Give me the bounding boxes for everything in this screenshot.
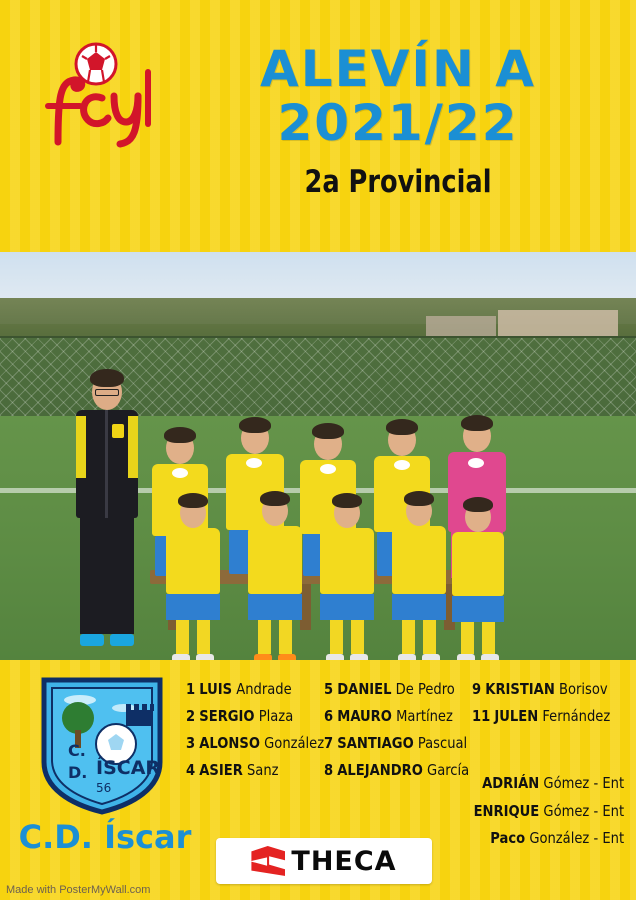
team-photo — [0, 252, 636, 660]
poster-subtitle: 2a Provincial — [304, 164, 492, 200]
svg-text:C.: C. — [68, 741, 86, 760]
player-number: 2 — [186, 706, 196, 725]
player-number: 5 — [324, 680, 334, 698]
staff-role: Gómez - Ent — [543, 774, 624, 792]
roster-item — [324, 730, 468, 757]
staff-role: Gómez - Ent — [543, 801, 624, 820]
staff-item — [474, 825, 624, 853]
roster-item — [186, 757, 316, 784]
player-number: 3 — [186, 733, 196, 752]
fcyl-crest-icon — [24, 38, 154, 150]
sponsor-logo — [216, 838, 432, 884]
svg-text:D.: D. — [68, 763, 88, 782]
roster-item — [472, 676, 613, 703]
sponsor-name: THECA — [291, 845, 397, 877]
photo-player-front-1 — [166, 498, 220, 660]
roster-column-3 — [472, 676, 622, 784]
staff-first-name: ENRIQUE — [473, 801, 540, 820]
player-number: 4 — [186, 760, 196, 779]
roster-item — [324, 703, 463, 730]
player-first-name: SERGIO — [199, 706, 255, 725]
player-first-name: ASIER — [199, 760, 243, 779]
staff-item — [474, 770, 624, 798]
player-first-name: JULEN — [494, 706, 539, 725]
player-number: 7 — [324, 733, 334, 752]
roster-item — [324, 757, 470, 784]
club-name: C.D. Íscar — [18, 818, 192, 856]
player-first-name: KRISTIAN — [485, 680, 555, 698]
staff-role: González - Ent — [529, 829, 624, 848]
player-last-name: Martínez — [396, 706, 453, 725]
photo-player-front-3 — [320, 498, 374, 660]
roster-item — [186, 730, 325, 757]
roster-item — [186, 676, 316, 703]
player-last-name: González — [264, 733, 325, 752]
poster-header — [0, 0, 636, 252]
player-last-name: Andrade — [236, 680, 292, 698]
player-last-name: Sanz — [246, 760, 279, 779]
player-last-name: Plaza — [258, 706, 294, 725]
player-first-name: DANIEL — [337, 680, 392, 698]
photo-player-front-4 — [392, 496, 446, 660]
svg-text:56: 56 — [96, 781, 112, 795]
player-number: 6 — [324, 706, 334, 725]
roster-item — [186, 703, 316, 730]
staff-first-name: ADRIÁN — [482, 774, 540, 792]
roster — [186, 676, 628, 784]
photo-player-front-5 — [452, 502, 504, 660]
roster-column-2 — [324, 676, 472, 784]
roster-column-1 — [186, 676, 324, 784]
svg-text:ÍSCAR: ÍSCAR — [96, 757, 161, 779]
poster-credit: Made with PosterMyWall.com — [6, 884, 151, 896]
player-number: 1 — [186, 680, 196, 698]
staff-list — [464, 770, 624, 853]
player-number: 8 — [324, 760, 334, 779]
theca-mark-icon — [251, 846, 285, 876]
staff-item — [474, 798, 624, 826]
photo-player-front-2 — [248, 496, 302, 660]
player-last-name: Fernández — [542, 706, 611, 725]
poster-title-line2: 2021/22 — [277, 94, 519, 152]
player-last-name: Pascual — [417, 733, 468, 752]
player-last-name: Borisov — [558, 680, 608, 698]
player-first-name: ALEJANDRO — [337, 760, 423, 779]
poster-footer — [0, 660, 636, 900]
photo-coach — [62, 374, 152, 646]
player-last-name: García — [427, 760, 470, 779]
staff-first-name: Paco — [490, 829, 526, 848]
title-block — [170, 42, 626, 200]
roster-item — [472, 703, 613, 730]
cd-iscar-crest-icon — [38, 674, 166, 816]
player-first-name: MAURO — [337, 706, 392, 725]
player-first-name: ALONSO — [199, 733, 260, 752]
player-first-name: LUIS — [199, 680, 233, 698]
player-number: 11 — [472, 706, 491, 725]
poster-title-line1: ALEVÍN A — [260, 40, 536, 98]
roster-item — [324, 676, 463, 703]
player-number: 9 — [472, 680, 482, 698]
player-last-name: De Pedro — [395, 680, 455, 698]
player-first-name: SANTIAGO — [337, 733, 414, 752]
